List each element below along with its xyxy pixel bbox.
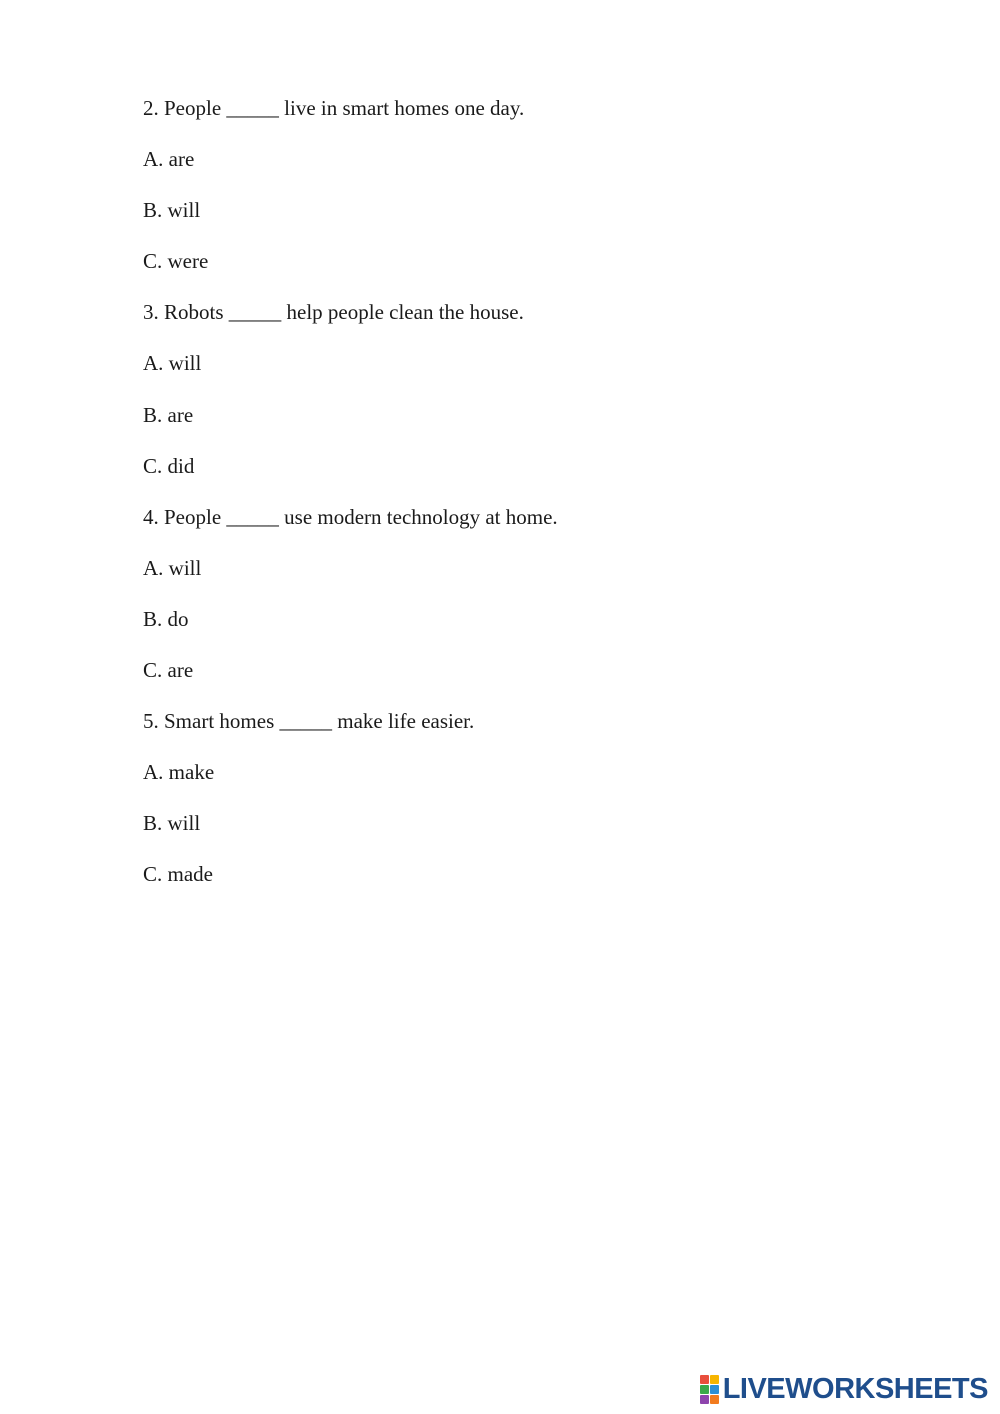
logo-text: LIVEWORKSHEETS bbox=[722, 1373, 988, 1405]
answer-option-a: A. will bbox=[143, 555, 202, 580]
logo-block bbox=[700, 1375, 709, 1384]
answer-option-c: C. made bbox=[143, 862, 213, 887]
answer-option-a: A. are bbox=[143, 147, 195, 172]
question-prompt: 5. Smart homes _____ make life easier. bbox=[143, 709, 475, 734]
answer-option-c: C. did bbox=[143, 453, 195, 478]
question-4 bbox=[143, 501, 903, 686]
answer-option-b: B. are bbox=[143, 402, 194, 427]
logo-block bbox=[710, 1385, 719, 1394]
question-prompt: 4. People _____ use modern technology at home. bbox=[143, 504, 558, 529]
question-prompt: 3. Robots _____ help people clean the house. bbox=[143, 300, 524, 325]
question-3 bbox=[143, 296, 903, 481]
logo-block bbox=[710, 1395, 719, 1404]
worksheet bbox=[143, 92, 903, 910]
answer-option-b: B. do bbox=[143, 606, 189, 631]
question-5 bbox=[143, 705, 903, 890]
answer-option-c: C. were bbox=[143, 249, 209, 274]
answer-option-b: B. will bbox=[143, 198, 201, 223]
answer-option-a: A. make bbox=[143, 760, 215, 785]
question-2 bbox=[143, 92, 903, 277]
logo-block bbox=[700, 1395, 709, 1404]
logo-block bbox=[700, 1385, 709, 1394]
question-prompt: 2. People _____ live in smart homes one day. bbox=[143, 96, 525, 120]
liveworksheets-logo[interactable] bbox=[700, 1372, 988, 1406]
answer-option-b: B. will bbox=[143, 811, 201, 836]
answer-option-a: A. will bbox=[143, 351, 202, 376]
answer-option-c: C. are bbox=[143, 658, 194, 683]
logo-block bbox=[710, 1375, 719, 1384]
liveworksheets-logo-icon bbox=[700, 1375, 719, 1404]
